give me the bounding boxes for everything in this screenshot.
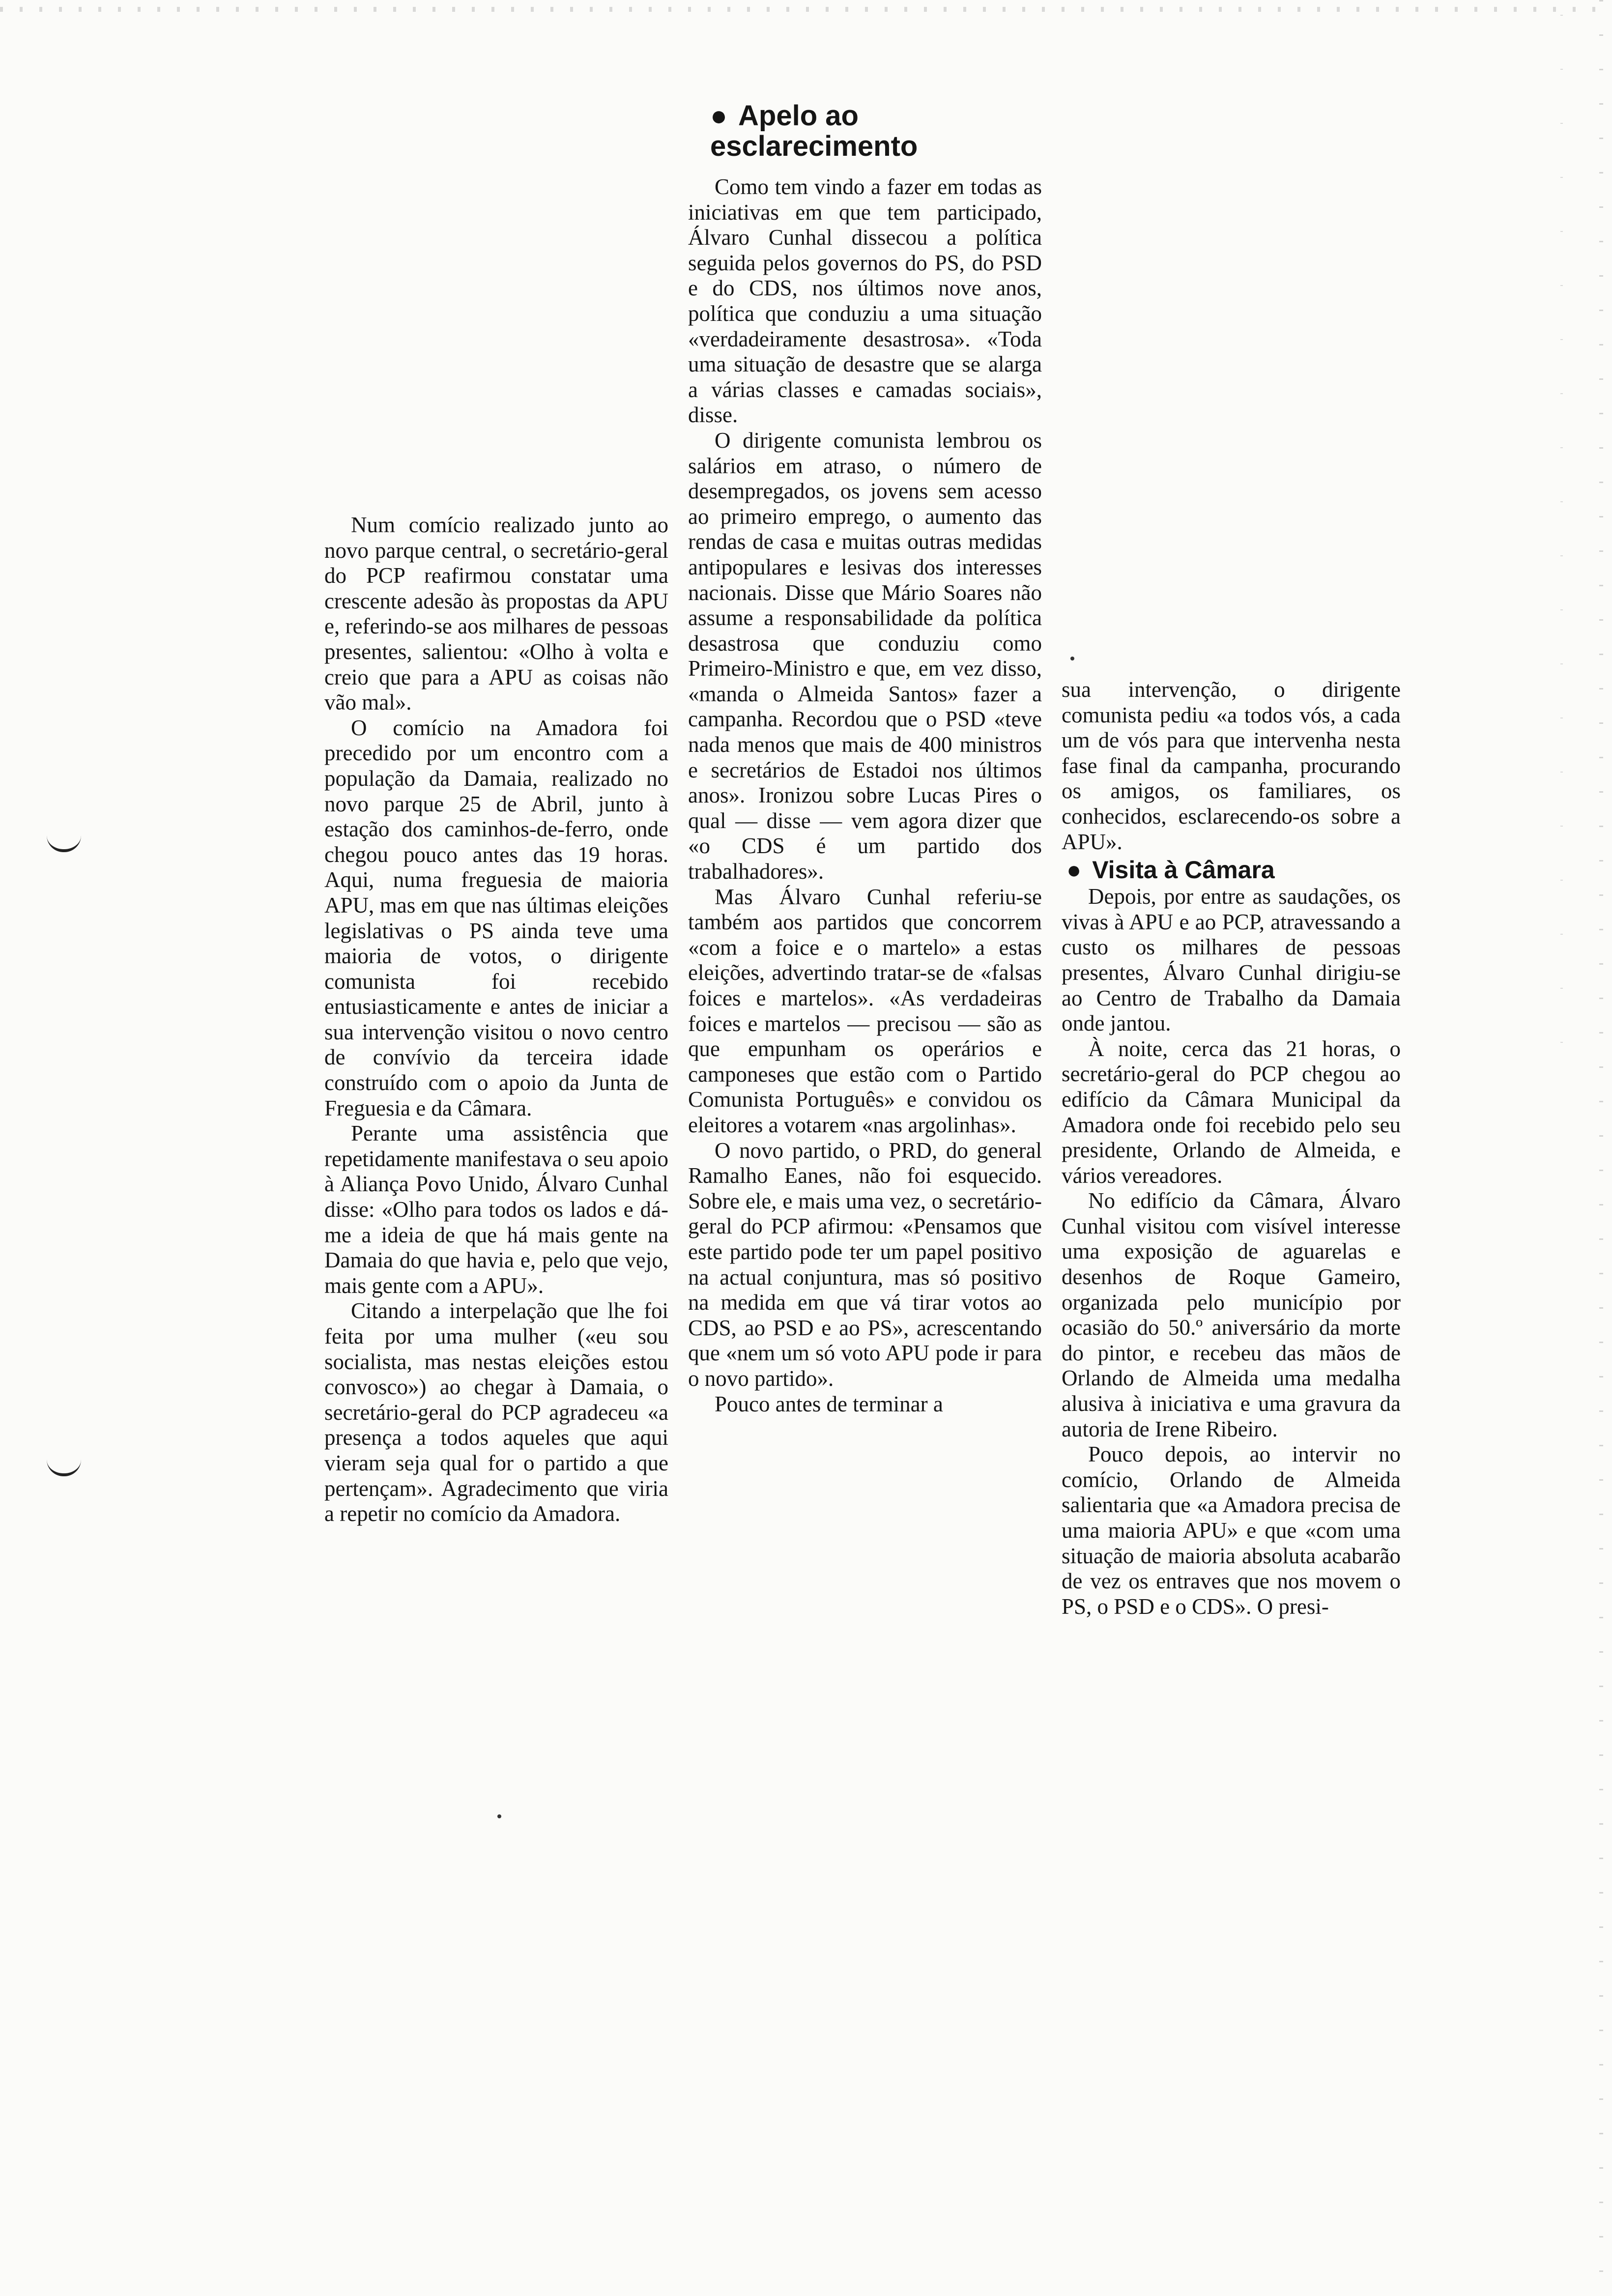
paragraph: À noite, cerca das 21 horas, o secretário-geral do PCP chegou ao edifício da Câmara Municipal da Amadora onde foi recebido pelo seu presidente, Orlando de Almeida, e vários vereadores. [1062,1036,1401,1188]
scan-fold-line [1560,15,1563,1096]
article-column-3 [1062,677,1401,1619]
binder-hole-mark-icon [47,835,81,852]
paragraph: No edifício da Câmara, Álvaro Cunhal visitou com visível interesse uma exposição de aguarelas e desenhos de Roque Gameiro, organizada pelo município por ocasião do 50.º aniversário da morte do pintor, e recebeu das mãos de Orlando de Almeida uma medalha alusiva à iniciativa e uma gravura da autoria de Irene Ribeiro. [1062,1188,1401,1441]
bullet-icon: ● [1066,856,1082,884]
paragraph: Citando a interpelação que lhe foi feita por uma mulher («eu sou socialista, mas nestas eleições estou convosco») ao chegar à Damaia, o secretário-geral do PCP agradeceu «a presença a todos aqueles que aqui vieram seja qual for o partido a que pertençam». Agradecimento que viria a repetir no comício da Amadora. [324,1298,668,1526]
article-column-2 [688,174,1042,1417]
paragraph: O comício na Amadora foi precedido por um encontro com a população da Damaia, realizado no novo parque 25 de Abril, junto à estação dos caminhos-de-ferro, onde chegou pouco antes das 19 horas. Aqui, numa freguesia de maioria APU, mas em que nas últimas eleições legislativas o PS ainda teve uma maioria de votos, o dirigente comunista foi recebido entusiasticamente e antes de iniciar a sua intervenção visitou o novo centro de convívio da terceira idade construído com o apoio da Junta de Freguesia e da Câmara. [324,715,668,1120]
paragraph: Mas Álvaro Cunhal referiu-se também aos partidos que concorrem «com a foice e o martelo» a estas eleições, advertindo tratar-se de «falsas foices e martelos». «As verdadeiras foices e martelos — precisou — são as que empunham os operários e camponeses que estão com o Partido Comunista Português» e convidou os eleitores a votarem «nas argolinhas». [688,884,1042,1137]
paragraph: Pouco depois, ao intervir no comício, Orlando de Almeida salientaria que «a Amadora precisa de uma maioria APU» e que «com uma situação de maioria absoluta acabarão de vez os entraves que nos movem o PS, o PSD e o CDS». O presi- [1062,1442,1401,1619]
paragraph: Num comício realizado junto ao novo parque central, o secretário-geral do PCP reafirmou constatar uma crescente adesão às propostas da APU e, referindo-se aos milhares de pessoas presentes, salientou: «Olho à volta e creio que para a APU as coisas não vão mal». [324,513,668,715]
section-heading-apelo [710,101,1054,162]
ink-speck [1070,657,1074,660]
paragraph: Como tem vindo a fazer em todas as iniciativas em que tem participado, Álvaro Cunhal dissecou a política seguida pelos governos do PS, do PSD e do CDS, nos últimos nove anos, política que conduziu a uma situação «verdadeiramente desastrosa». «Toda uma situação de desastre que se alarga a várias classes e camadas sociais», disse. [688,174,1042,428]
article-column-1 [324,513,668,1527]
binder-hole-mark-icon [47,1460,81,1476]
scan-edge-right [1599,0,1603,2296]
scan-edge-top [0,7,1612,12]
paragraph: O dirigente comunista lembrou os salários em atraso, o número de desempregados, os jovens sem acesso ao primeiro emprego, o aumento das rendas de casa e muitas outras medidas antipopulares e lesivas dos interesses nacionais. Disse que Mário Soares não assume a responsabilidade da política desastrosa que conduziu como Primeiro-Ministro e que, em vez disso, «manda o Almeida Santos» fazer a campanha. Recordou que o PSD «teve nada menos que mais de 400 ministros e secretários de Estadoi nos últimos anos». Ironizou sobre Lucas Pires o qual — disse — vem agora dizer que «o CDS é um partido dos trabalhadores». [688,428,1042,884]
paragraph: Pouco antes de terminar a [715,1391,943,1416]
paragraph-continuation: sua intervenção, o dirigente comunista pediu «a todos vós, a cada um de vós para que intervenha nesta fase final da campanha, procurando os amigos, os familiares, os conhecidos, esclarecendo-os sobre a APU». [1062,677,1401,854]
paragraph: Perante uma assistência que repetidamente manifestava o seu apoio à Aliança Povo Unido, Álvaro Cunhal disse: «Olho para todos os lados e dá-me a ideia de que há mais gente na Damaia do que havia e, pelo que vejo, mais gente com a APU». [324,1121,668,1298]
section-heading-visita [1066,856,1401,884]
ink-speck [497,1814,501,1818]
paragraph: Depois, por entre as saudações, os vivas à APU e ao PCP, atravessando a custo os milhares de pessoas presentes, Álvaro Cunhal dirigiu-se ao Centro de Trabalho da Damaia onde jantou. [1062,884,1401,1036]
section-heading-text: Apelo ao esclarecimento [710,100,918,162]
bullet-icon: ● [710,100,728,132]
paragraph: O novo partido, o PRD, do general Ramalho Eanes, não foi esquecido. Sobre ele, e mais uma vez, o secretário-geral do PCP afirmou: «Pensamos que este partido pode ter um papel positivo na actual conjuntura, mas só positivo na medida em que vá tirar votos ao CDS, ao PSD e ao PS», acrescentando que «nem um só voto APU pode ir para o novo partido». [688,1138,1042,1391]
section-heading-text: Visita à Câmara [1092,856,1275,884]
